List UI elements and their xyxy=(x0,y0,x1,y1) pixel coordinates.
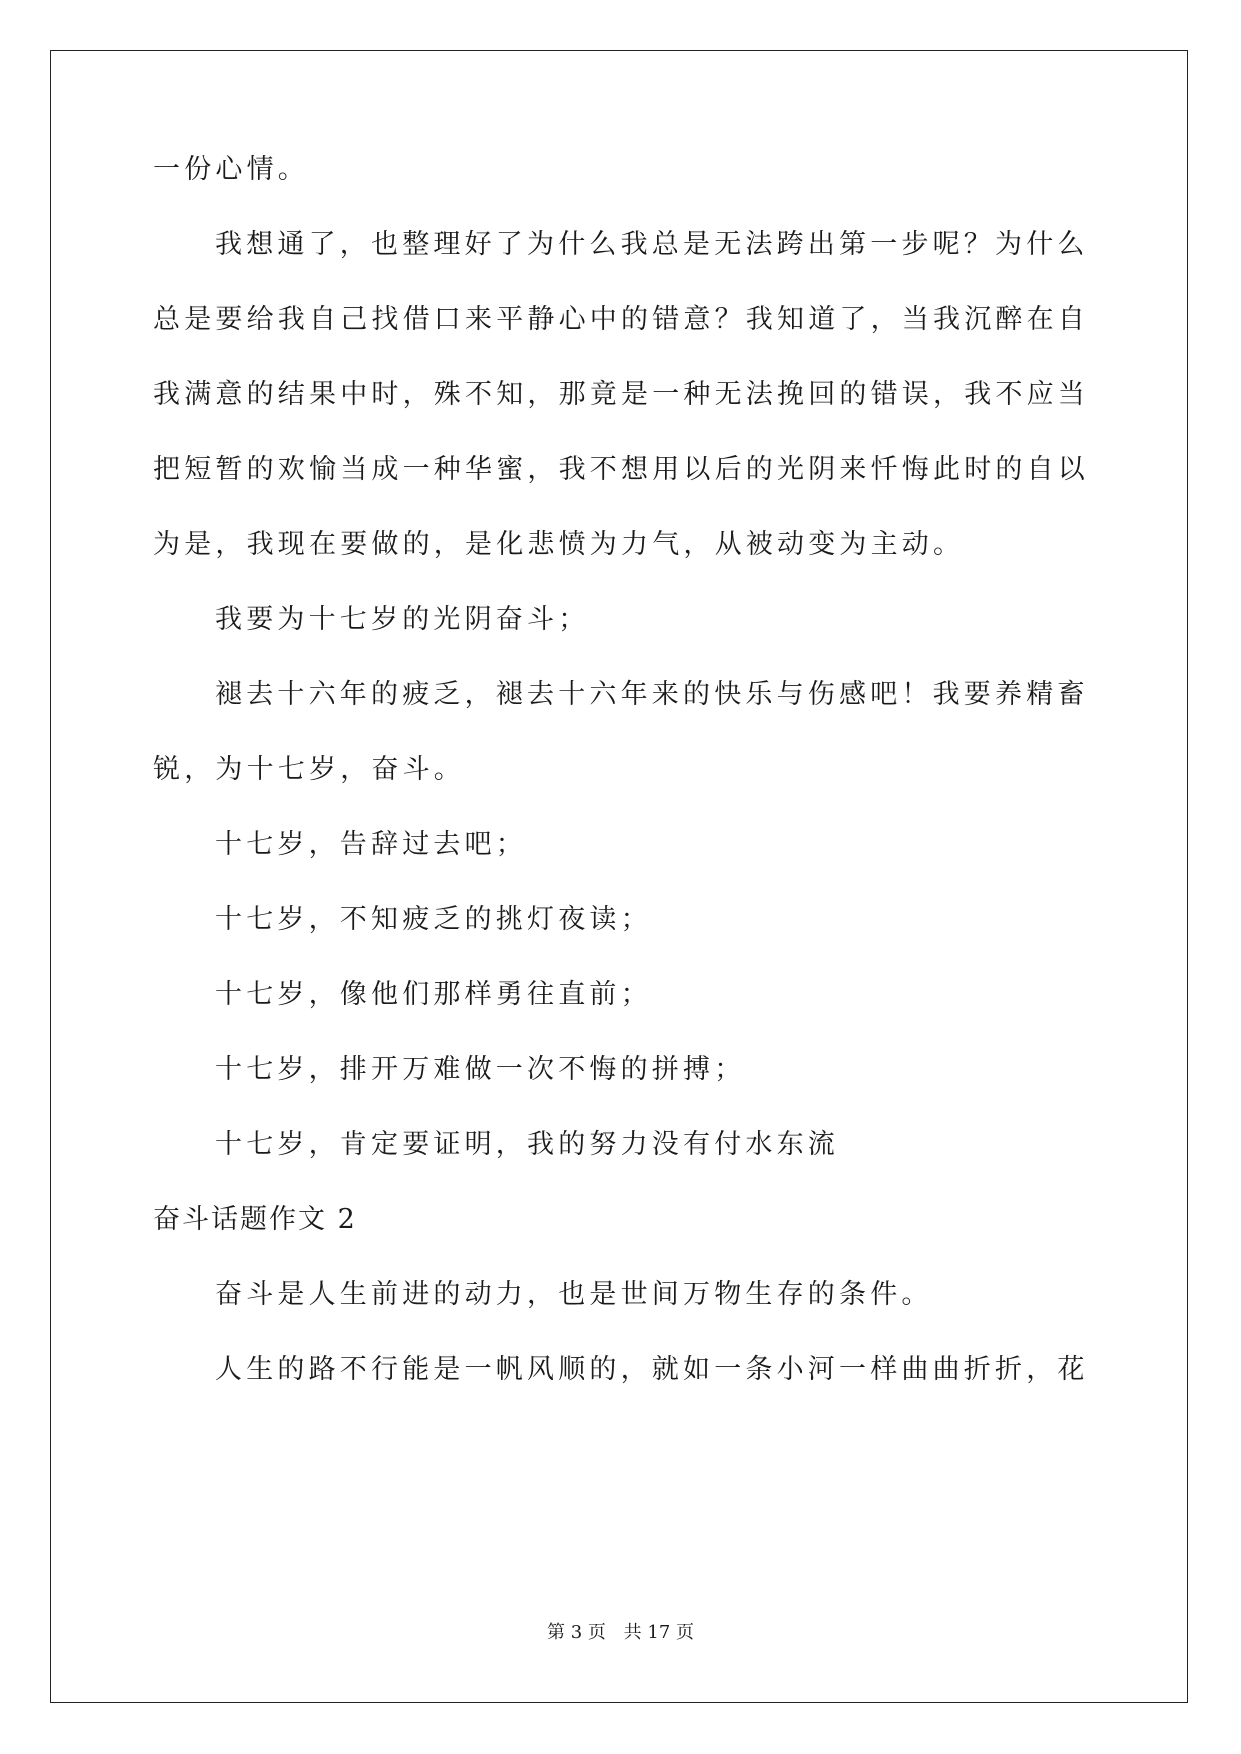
text-line: 我满意的结果中时，殊不知，那竟是一种无法挽回的错误，我不应当 xyxy=(153,379,1089,410)
page-footer xyxy=(0,1622,1241,1644)
text-line: 我想通了，也整理好了为什么我总是无法跨出第一步呢？为什么 xyxy=(215,229,1089,260)
text-line: 我要为十七岁的光阴奋斗； xyxy=(215,604,590,635)
text-line: 十七岁，排开万难做一次不悔的拼搏； xyxy=(215,1054,746,1085)
text-line: 总是要给我自己找借口来平静心中的错意？我知道了，当我沉醉在自 xyxy=(153,304,1089,335)
text-line: 一份心情。 xyxy=(153,154,309,185)
page-border xyxy=(50,50,1188,1703)
text-line: 十七岁，告辞过去吧； xyxy=(215,829,527,860)
text-line: 十七岁，像他们那样勇往直前； xyxy=(215,979,652,1010)
text-line: 把短暂的欢愉当成一种华蜜，我不想用以后的光阴来忏悔此时的自以 xyxy=(153,454,1089,485)
text-line: 褪去十六年的疲乏，褪去十六年来的快乐与伤感吧！我要养精畜 xyxy=(215,679,1089,710)
text-line: 十七岁，不知疲乏的挑灯夜读； xyxy=(215,904,652,935)
page-total: 共 17 页 xyxy=(623,1622,694,1643)
text-line: 人生的路不行能是一帆风顺的，就如一条小河一样曲曲折折，花 xyxy=(215,1354,1089,1385)
text-line: 十七岁，肯定要证明，我的努力没有付水东流 xyxy=(215,1129,839,1160)
page-number: 第 3 页 xyxy=(547,1622,606,1643)
section-heading: 奋斗话题作文 2 xyxy=(153,1204,357,1235)
text-line: 奋斗是人生前进的动力，也是世间万物生存的条件。 xyxy=(215,1279,933,1310)
text-line: 为是，我现在要做的，是化悲愤为力气，从被动变为主动。 xyxy=(153,529,965,560)
text-line: 锐，为十七岁，奋斗。 xyxy=(153,754,465,785)
